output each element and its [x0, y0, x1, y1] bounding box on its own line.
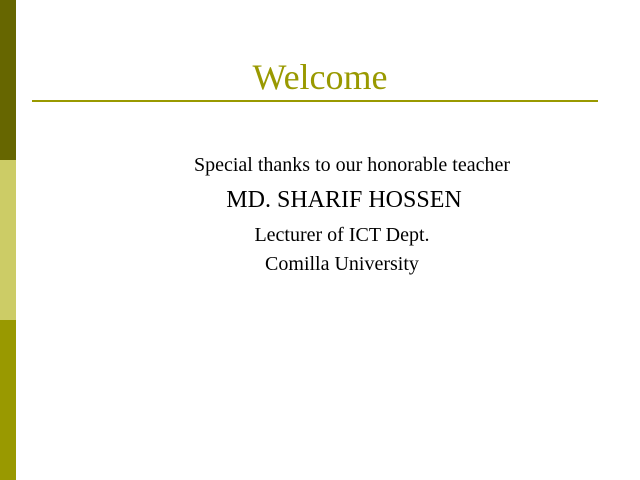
side-bar-bottom-segment — [0, 320, 16, 480]
thanks-line: Special thanks to our honorable teacher — [194, 154, 510, 176]
university-name: Comilla University — [265, 253, 419, 275]
teacher-name: MD. SHARIF HOSSEN — [226, 187, 462, 213]
side-bar-middle-segment — [0, 160, 16, 320]
slide-title: Welcome — [252, 57, 388, 97]
teacher-position: Lecturer of ICT Dept. — [254, 224, 430, 246]
title-underline-divider — [32, 100, 598, 102]
